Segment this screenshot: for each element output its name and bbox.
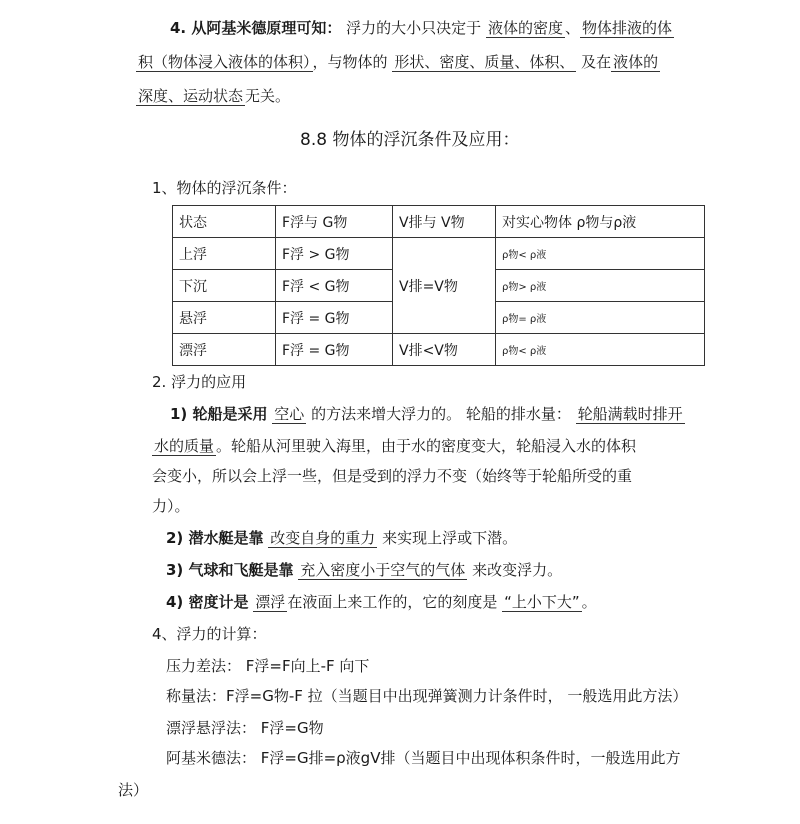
cell-force: F浮 = G物 (276, 334, 393, 366)
app-text: 的方法来增大浮力的。 轮船的排水量： (311, 405, 571, 423)
intro-text: 无关。 (245, 87, 291, 105)
header-force: F浮与 G物 (276, 206, 393, 238)
floating-conditions-table (172, 205, 705, 366)
blank-answer: 水的质量 (154, 437, 215, 455)
app-text: 来改变浮力。 (472, 561, 563, 579)
app-text: 3) 气球和飞艇是靠 (166, 561, 294, 579)
application-heading: 2. 浮力的应用 (152, 373, 247, 391)
section-title: 8.8 物体的浮沉条件及应用： (300, 130, 520, 150)
blank-answer: 改变自身的重力 (270, 529, 376, 547)
app-text: 4) 密度计是 (166, 593, 249, 611)
cell-density: ρ物< ρ液 (496, 238, 705, 270)
cell-state: 漂浮 (173, 334, 276, 366)
cell-state: 下沉 (173, 270, 276, 302)
calc-method-tail: 法） (118, 781, 149, 799)
blank-answer: “上小下大” (504, 593, 580, 611)
cell-state: 上浮 (173, 238, 276, 270)
cell-volume: V排<V物 (393, 334, 496, 366)
intro-lead: 4. 从阿基米德原理可知： (170, 19, 342, 37)
application-line: 力）。 (152, 497, 190, 515)
cell-force: F浮 > G物 (276, 238, 393, 270)
table-row (173, 238, 705, 270)
application-line (170, 404, 685, 424)
blank-answer: 形状、密度、质量、体积、 (394, 53, 575, 71)
table-row (173, 334, 705, 366)
calc-method: 漂浮悬浮法： F浮=G物 (166, 719, 324, 737)
cell-volume-merged: V排=V物 (393, 238, 496, 334)
intro-line-3 (136, 86, 290, 106)
blank-answer: 深度、运动状态 (138, 87, 244, 105)
table-header-row (173, 206, 705, 238)
application-line (152, 436, 636, 456)
blank-answer: 液体的 (613, 53, 659, 71)
intro-line-1 (170, 18, 674, 38)
intro-text: 浮力的大小只决定于 (346, 19, 482, 37)
app-text: 来实现上浮或下潜。 (382, 529, 518, 547)
cell-state: 悬浮 (173, 302, 276, 334)
app-text: 2) 潜水艇是靠 (166, 529, 264, 547)
intro-text: ，与物体的 (312, 53, 388, 71)
blank-answer: 漂浮 (255, 593, 286, 611)
cell-density: ρ物< ρ液 (496, 334, 705, 366)
header-density: 对实心物体 ρ物与ρ液 (496, 206, 705, 238)
intro-text: 、 (564, 19, 580, 37)
blank-answer: 充入密度小于空气的气体 (300, 561, 466, 579)
header-volume: V排与 V物 (393, 206, 496, 238)
conditions-heading: 1、物体的浮沉条件： (152, 179, 297, 197)
cell-force: F浮 = G物 (276, 302, 393, 334)
application-line (166, 560, 562, 580)
intro-line-2 (136, 52, 660, 72)
app-text: 在液面上来工作的，它的刻度是 (287, 593, 498, 611)
blank-answer: 液体的密度 (487, 19, 563, 37)
blank-answer: 轮船满载时排开 (577, 405, 683, 423)
calc-heading: 4、浮力的计算： (152, 625, 267, 643)
blank-answer: 空心 (274, 405, 305, 423)
calc-method: 称量法：F浮=G物-F 拉（当题目中出现弹簧测力计条件时， 一般选用此方法） (166, 687, 688, 705)
cell-density: ρ物> ρ液 (496, 270, 705, 302)
application-line (166, 592, 597, 612)
intro-text: 及在 (581, 53, 612, 71)
app-text: 1) 轮船是采用 (170, 405, 268, 423)
app-text: 。 (581, 593, 597, 611)
cell-force: F浮 < G物 (276, 270, 393, 302)
blank-answer: 积（物体浸入液体的体积） (138, 53, 311, 71)
app-text: 。轮船从河里驶入海里，由于水的密度变大，轮船浸入水的体积 (216, 437, 637, 455)
header-state: 状态 (173, 206, 276, 238)
calc-method: 压力差法： F浮=F向上-F 向下 (166, 657, 370, 675)
cell-density: ρ物= ρ液 (496, 302, 705, 334)
application-line: 会变小，所以会上浮一些，但是受到的浮力不变（始终等于轮船所受的重 (152, 467, 633, 485)
blank-answer: 物体排液的体 (581, 19, 672, 37)
application-line (166, 528, 517, 548)
calc-method: 阿基米德法： F浮=G排=ρ液gV排（当题目中出现体积条件时，一般选用此方 (166, 749, 681, 767)
